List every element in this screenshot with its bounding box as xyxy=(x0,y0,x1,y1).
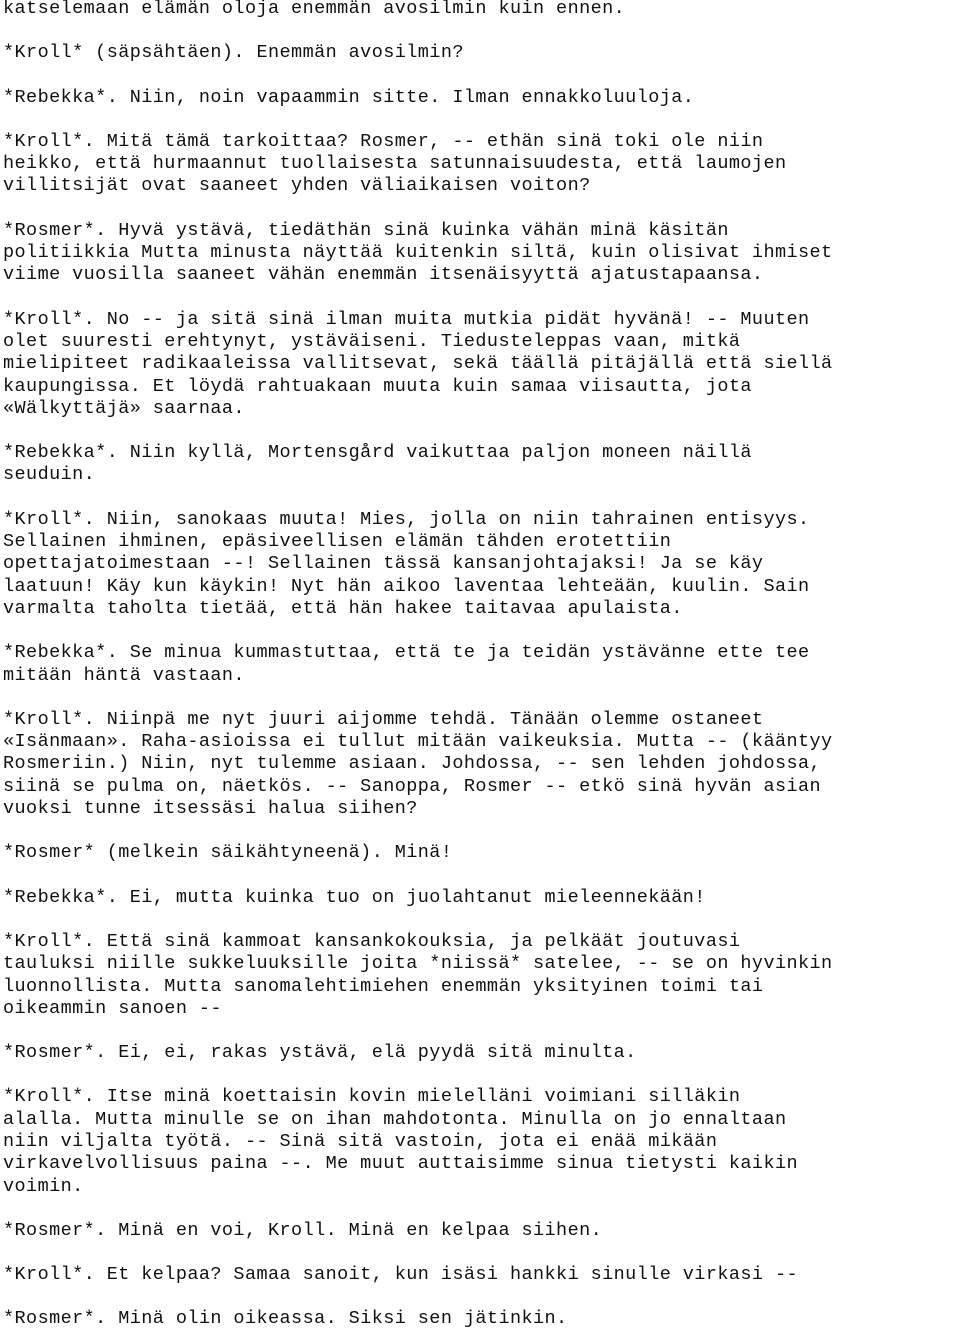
text-line: *Kroll*. Itse minä koettaisin kovin mielelläni voimiani silläkin xyxy=(3,1086,741,1108)
text-line: oikeammin sanoen -- xyxy=(3,997,222,1019)
text-line: mitään häntä vastaan. xyxy=(3,664,245,686)
text-line: *Rosmer*. Ei, ei, rakas ystävä, elä pyydä sitä minulta. xyxy=(3,1042,637,1064)
text-line: niin viljalta työtä. -- Sinä sitä vastoin, jota ei enää mikään xyxy=(3,1130,718,1152)
text-line: siinä se pulma on, näetkös. -- Sanoppa, Rosmer -- etkö sinä hyvän asian xyxy=(3,775,822,797)
dialogue-paragraph xyxy=(3,42,960,64)
text-line: *Rosmer*. Hyvä ystävä, tiedäthän sinä kuinka vähän minä käsitän xyxy=(3,219,729,241)
dialogue-paragraph xyxy=(3,1308,960,1330)
text-line: *Kroll*. No -- ja sitä sinä ilman muita mutkia pidät hyvänä! -- Muuten xyxy=(3,308,810,330)
dialogue-paragraph xyxy=(3,509,960,620)
text-line: varmalta taholta tietää, että hän hakee taitavaa apulaista. xyxy=(3,597,683,619)
dialogue-paragraph xyxy=(3,709,960,820)
text-line: tauluksi niille sukkeluuksille joita *niissä* satelee, -- se on hyvinkin xyxy=(3,953,833,975)
text-line: *Kroll*. Niin, sanokaas muuta! Mies, jolla on niin tahrainen entisyys. xyxy=(3,508,810,530)
dialogue-paragraph xyxy=(3,442,960,487)
text-line: *Rebekka*. Niin kyllä, Mortensgård vaikuttaa paljon moneen näillä xyxy=(3,442,752,464)
text-line: *Rosmer*. Minä olin oikeassa. Siksi sen jätinkin. xyxy=(3,1308,568,1330)
text-line: seuduin. xyxy=(3,464,96,486)
text-line: *Kroll*. Että sinä kammoat kansankokouksia, ja pelkäät joutuvasi xyxy=(3,930,741,952)
dialogue-paragraph xyxy=(3,1042,960,1064)
text-line: *Rosmer*. Minä en voi, Kroll. Minä en kelpaa siihen. xyxy=(3,1219,603,1241)
text-line: *Rebekka*. Niin, noin vapaammin sitte. Ilman ennakkoluuloja. xyxy=(3,86,695,108)
text-line: *Rosmer* (melkein säikähtyneenä). Minä! xyxy=(3,842,453,864)
text-line: *Kroll*. Et kelpaa? Samaa sanoit, kun isäsi hankki sinulle virkasi -- xyxy=(3,1264,799,1286)
text-line: viime vuosilla saaneet vähän enemmän itsenäisyyttä ajatustapaansa. xyxy=(3,264,764,286)
dialogue-paragraph xyxy=(3,309,960,420)
dialogue-paragraph xyxy=(3,887,960,909)
text-line: *Rebekka*. Ei, mutta kuinka tuo on juolahtanut mieleennekään! xyxy=(3,886,706,908)
text-line: laatuun! Käy kun käykin! Nyt hän aikoo laventaa lehteään, kuulin. Sain xyxy=(3,575,810,597)
text-line: olet suuresti erehtynyt, ystäväiseni. Tiedusteleppas vaan, mitkä xyxy=(3,330,741,352)
dialogue-paragraph xyxy=(3,1220,960,1242)
text-line: alalla. Mutta minulle se on ihan mahdotonta. Minulla on jo ennaltaan xyxy=(3,1108,787,1130)
text-line: Rosmeriin.) Niin, nyt tulemme asiaan. Johdossa, -- sen lehden johdossa, xyxy=(3,753,822,775)
text-line: vuoksi tunne itsessäsi halua siihen? xyxy=(3,798,418,820)
dialogue-paragraph xyxy=(3,87,960,109)
text-line: villitsijät ovat saaneet yhden väliaikaisen voiton? xyxy=(3,175,591,197)
dialogue-paragraph xyxy=(3,1264,960,1286)
dialogue-paragraph xyxy=(3,642,960,687)
text-line: *Rebekka*. Se minua kummastuttaa, että te ja teidän ystävänne ette tee xyxy=(3,642,810,664)
text-line: mielipiteet radikaaleissa vallitsevat, sekä täällä pitäjällä että siellä xyxy=(3,353,833,375)
dialogue-paragraph xyxy=(3,1086,960,1197)
text-line: opettajatoimestaan --! Sellainen tässä kansanjohtajaksi! Ja se käy xyxy=(3,553,764,575)
text-line: *Kroll* (säpsähtäen). Enemmän avosilmin? xyxy=(3,42,464,64)
text-line: *Kroll*. Mitä tämä tarkoittaa? Rosmer, -- ethän sinä toki ole niin xyxy=(3,130,764,152)
text-line: *Kroll*. Niinpä me nyt juuri aijomme tehdä. Tänään olemme ostaneet xyxy=(3,708,764,730)
text-line: «Wälkyttäjä» saarnaa. xyxy=(3,397,245,419)
text-line: Sellainen ihminen, epäsiveellisen elämän tähden erotettiin xyxy=(3,531,672,553)
text-line: «Isänmaan». Raha-asioissa ei tullut mitään vaikeuksia. Mutta -- (kääntyy xyxy=(3,731,833,753)
text-line: voimin. xyxy=(3,1175,84,1197)
text-line: politiikkia Mutta minusta näyttää kuitenkin siltä, kuin olisivat ihmiset xyxy=(3,242,833,264)
dialogue-paragraph xyxy=(3,842,960,864)
text-line: virkavelvollisuus paina --. Me muut auttaisimme sinua tietysti kaikin xyxy=(3,1153,799,1175)
dialogue-paragraph xyxy=(3,0,960,20)
dialogue-paragraph xyxy=(3,931,960,1020)
dialogue-paragraph xyxy=(3,220,960,287)
text-line: luonnollista. Mutta sanomalehtimiehen enemmän yksityinen toimi tai xyxy=(3,975,764,997)
text-line: heikko, että hurmaannut tuollaisesta satunnaisuudesta, että laumojen xyxy=(3,153,787,175)
text-line: katselemaan elämän oloja enemmän avosilmin kuin ennen. xyxy=(3,0,626,19)
dialogue-paragraph xyxy=(3,131,960,198)
text-line: kaupungissa. Et löydä rahtuakaan muuta kuin samaa viisautta, jota xyxy=(3,375,752,397)
